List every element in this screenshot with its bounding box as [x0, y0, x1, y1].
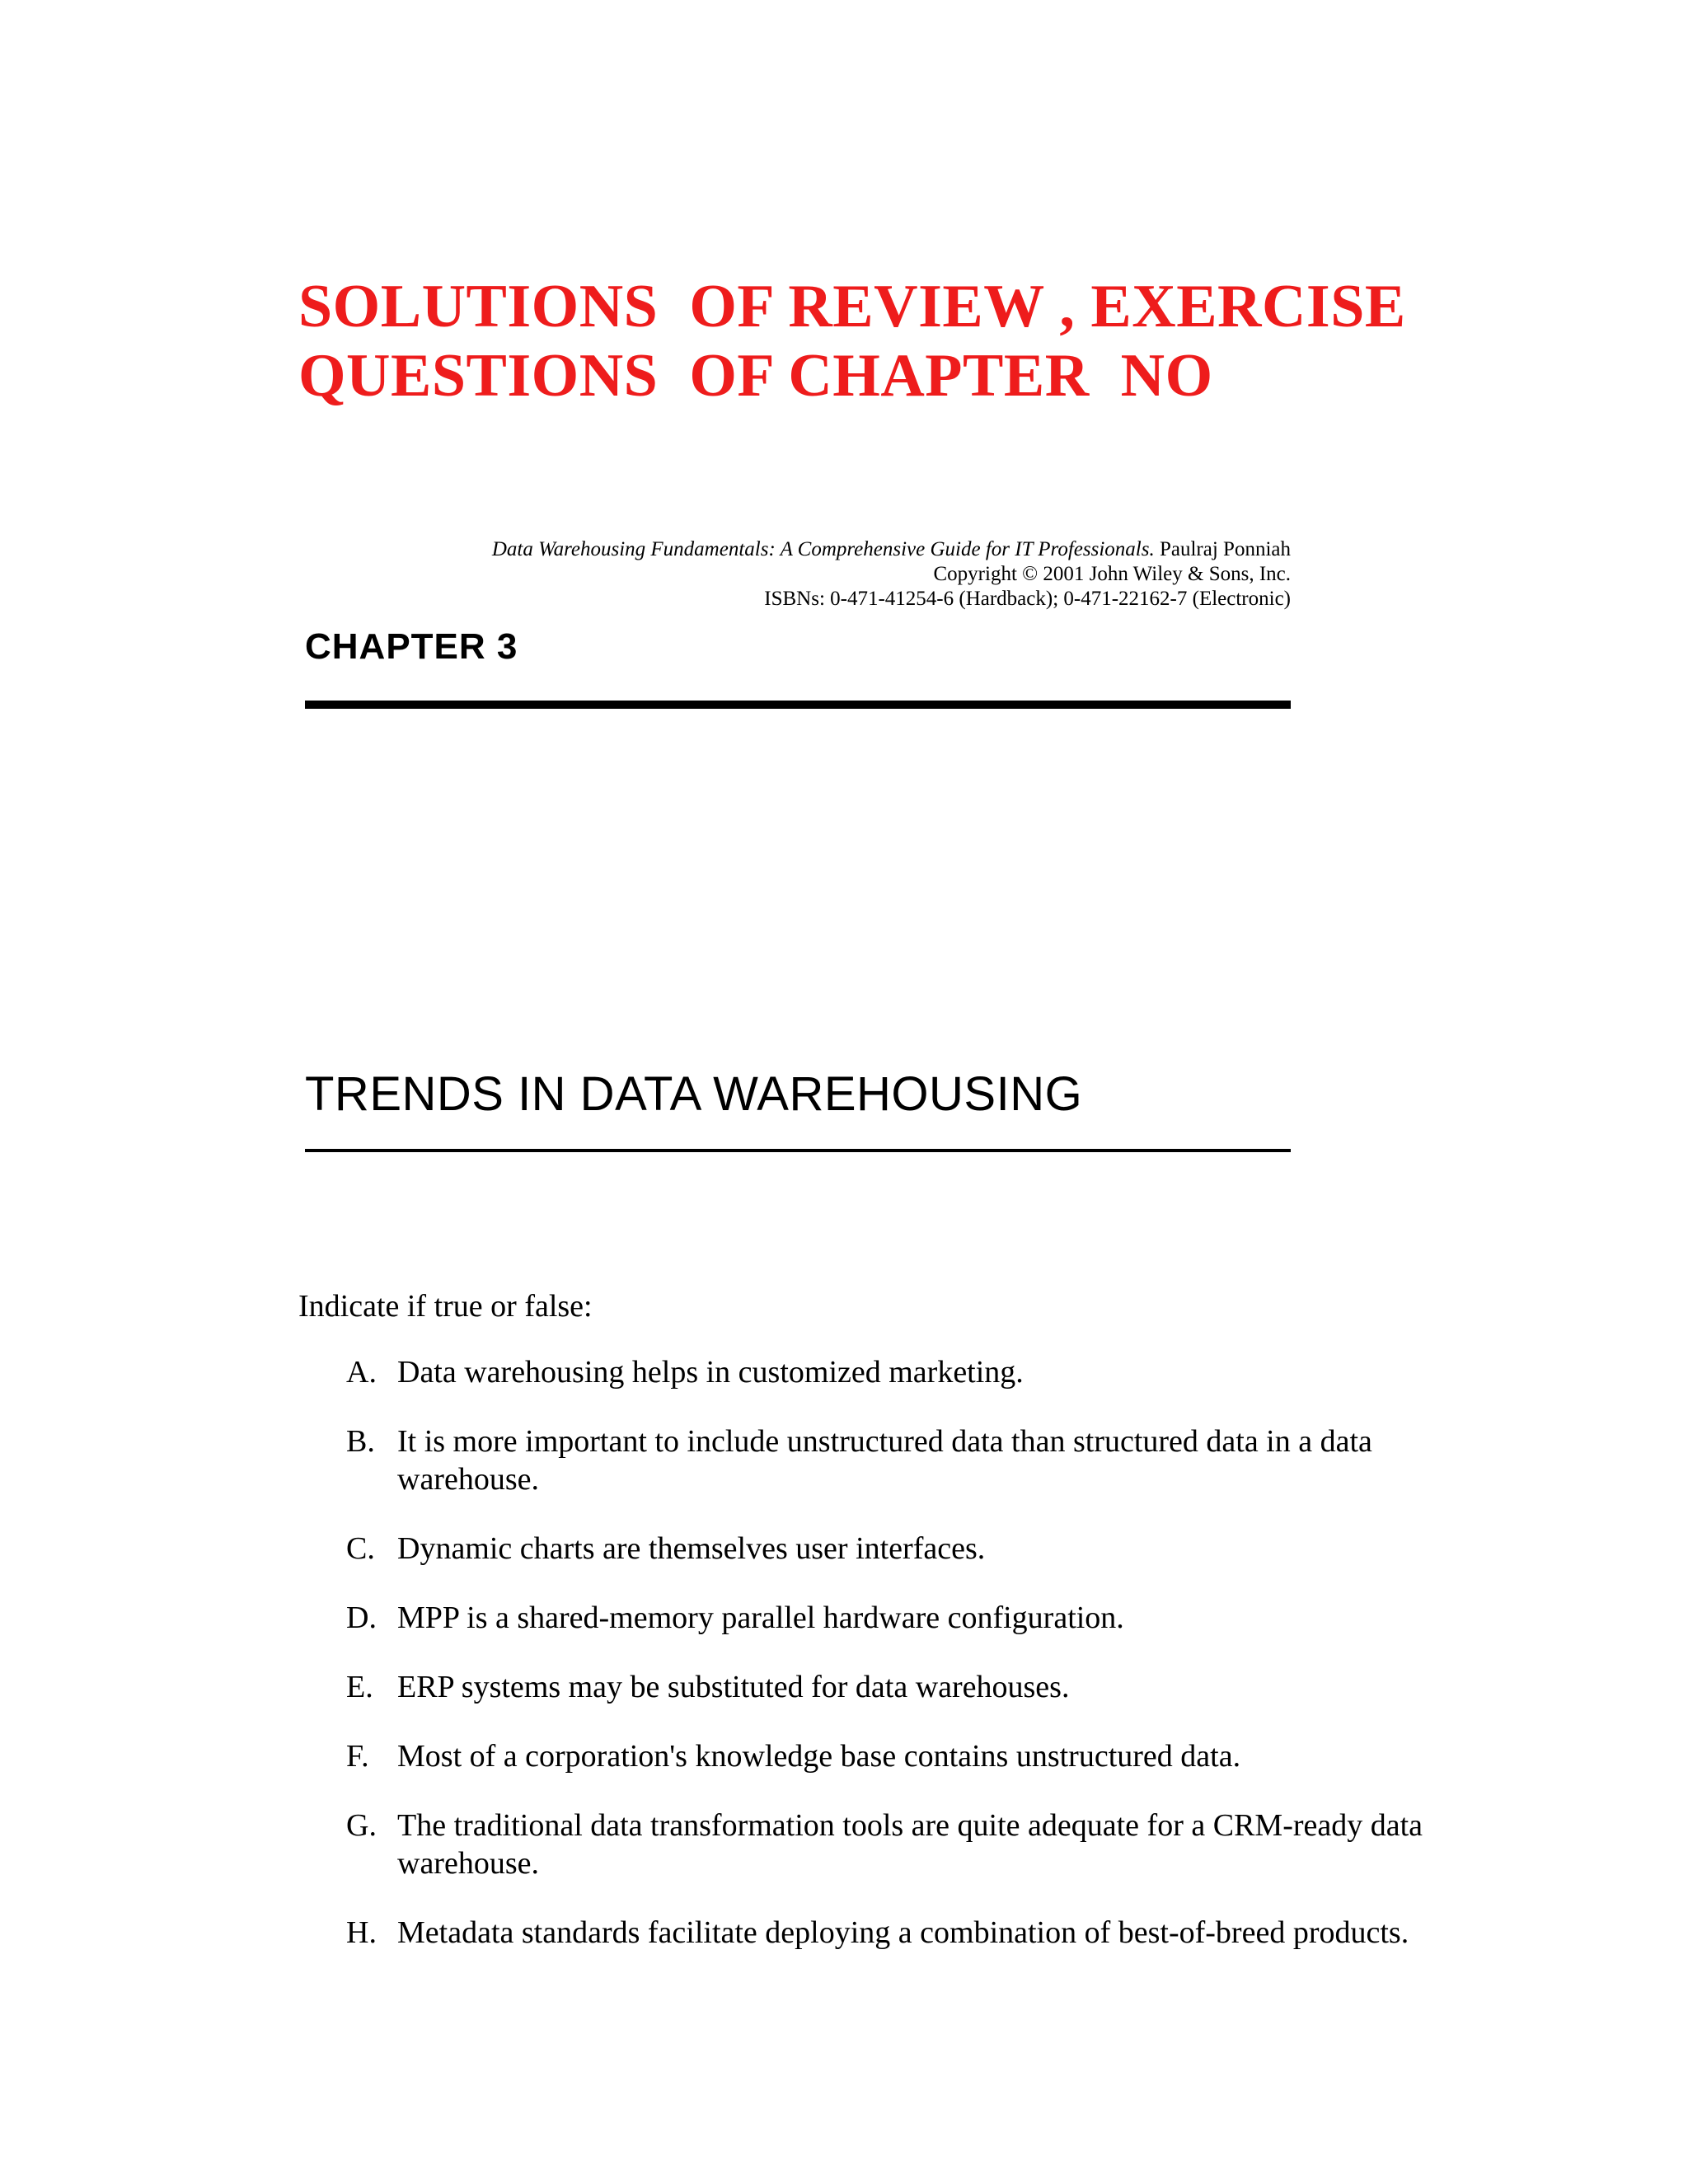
book-citation [305, 537, 1291, 612]
heading-line-1: SOLUTIONS OF REVIEW , EXERCISE [298, 273, 1406, 340]
item-letter: E. [346, 1670, 373, 1704]
item-text: MPP is a shared-memory parallel hardware configuration. [397, 1601, 1124, 1635]
chapter-title: TRENDS IN DATA WAREHOUSING [305, 1067, 1083, 1121]
item-text: The traditional data transformation tools are quite adequate for a CRM-ready data warehouse. [397, 1808, 1423, 1881]
book-author: Paulraj Ponniah [1154, 538, 1291, 560]
item-text: Metadata standards facilitate deploying a combination of best-of-breed products. [397, 1915, 1409, 1950]
question-list [346, 1353, 1500, 1983]
chapter-divider-thin [305, 1149, 1291, 1152]
item-text: ERP systems may be substituted for data warehouses. [397, 1670, 1070, 1704]
item-text: Most of a corporation's knowledge base contains unstructured data. [397, 1739, 1241, 1774]
list-item [346, 1530, 1500, 1568]
item-letter: C. [346, 1531, 375, 1566]
item-letter: F. [346, 1739, 369, 1774]
book-title: Data Warehousing Fundamentals: A Comprehensive Guide for IT Professionals. [491, 538, 1155, 560]
chapter-label: CHAPTER 3 [305, 626, 518, 667]
chapter-divider-thick [305, 701, 1291, 709]
item-text: Data warehousing helps in customized marketing. [397, 1355, 1024, 1390]
item-letter: H. [346, 1915, 377, 1950]
list-item [346, 1668, 1500, 1706]
item-text: It is more important to include unstructured data than structured data in a data warehouse. [397, 1424, 1372, 1497]
list-item [346, 1807, 1500, 1882]
instructions: Indicate if true or false: [298, 1289, 593, 1324]
list-item [346, 1737, 1500, 1775]
item-letter: D. [346, 1601, 377, 1635]
book-copyright: Copyright © 2001 John Wiley & Sons, Inc. [933, 563, 1291, 585]
list-item [346, 1353, 1500, 1391]
book-isbn: ISBNs: 0-471-41254-6 (Hardback); 0-471-22162-7 (Electronic) [764, 588, 1291, 610]
document-heading [298, 272, 1406, 410]
list-item [346, 1422, 1500, 1498]
item-letter: A. [346, 1355, 377, 1390]
item-letter: G. [346, 1808, 377, 1843]
heading-line-2: QUESTIONS OF CHAPTER NO [298, 342, 1213, 410]
item-text: Dynamic charts are themselves user interfaces. [397, 1531, 986, 1566]
item-letter: B. [346, 1424, 375, 1459]
list-item [346, 1914, 1500, 1952]
list-item [346, 1599, 1500, 1637]
